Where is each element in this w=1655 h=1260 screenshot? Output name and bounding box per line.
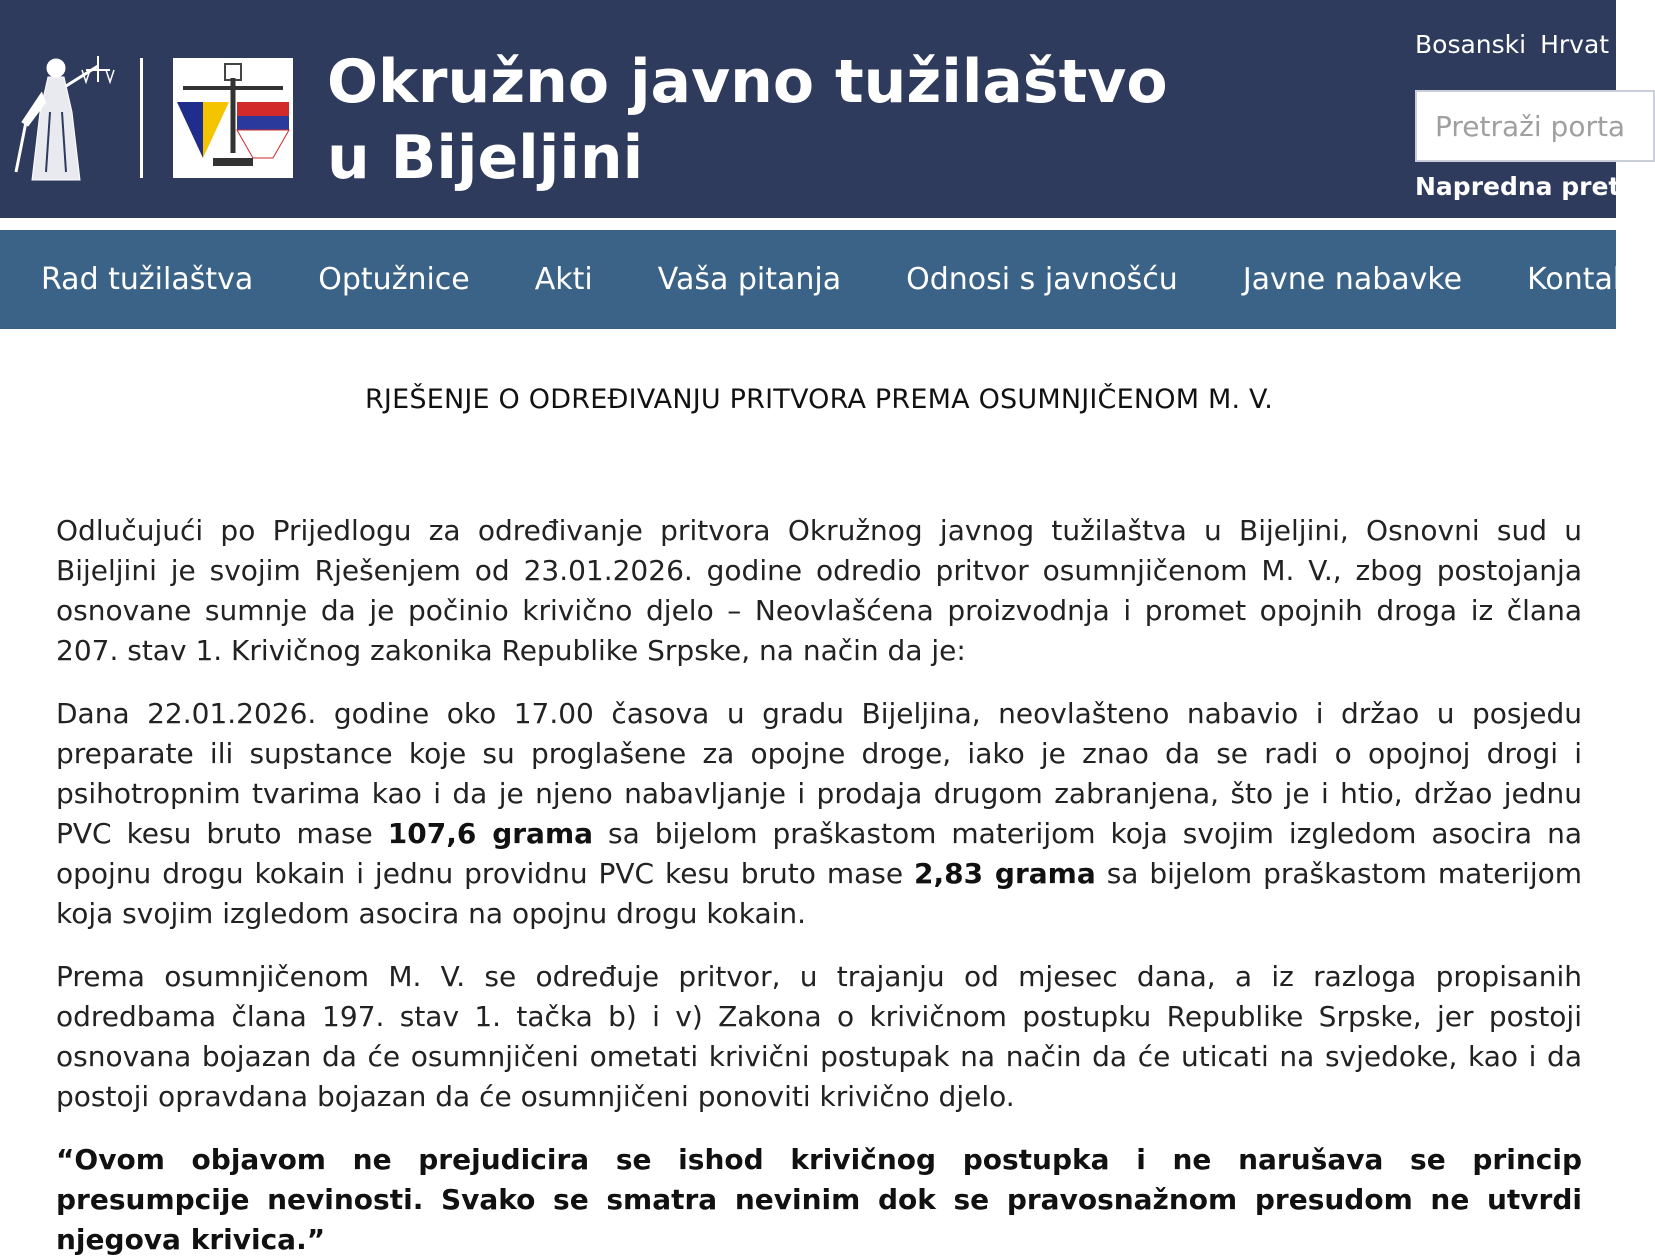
article-paragraph-2	[56, 694, 1582, 934]
nav-item-optuznice[interactable]: Optužnice	[318, 262, 470, 297]
nav-item-kontakt[interactable]: Kontak	[1527, 262, 1631, 297]
weight-2-bold: 2,83 grama	[914, 857, 1096, 890]
article-paragraph-3: Prema osumnjičenom M. V. se određuje pritvor, u trajanju od mjesec dana, a iz razloga propisanih odredbama člana 197. stav 1. tačka b) i v) Zakona o krivičnom postupku Republike Srpske, jer postoji osnovana bojazan da će osumnjičeni ometati krivični postupak na način da će uticati na svjedoke, kao i da postoji opravdana bojazan da će osumnjičeni ponoviti krivično djelo.	[56, 960, 1582, 1113]
language-switcher	[1415, 30, 1623, 59]
lang-hrvatski-link[interactable]: Hrvat	[1540, 30, 1610, 59]
nav-item-javne-nabavke[interactable]: Javne nabavke	[1242, 262, 1463, 297]
site-header	[0, 0, 1621, 223]
main-nav	[0, 230, 1631, 329]
nav-item-odnosi-s-javnoscu[interactable]: Odnosi s javnošću	[906, 262, 1178, 297]
site-title: Okružno javno tužilaštvo u Bijeljini	[327, 47, 1168, 193]
presumption-of-innocence-notice: “Ovom objavom ne prejudicira se ishod krivičnog postupka i ne narušava se princip presumpcije nevinosti. Svako se smatra nevinim dok se pravosnažnom presudom ne utvrdi njegova krivica.”	[56, 1143, 1582, 1256]
header-divider	[140, 58, 143, 178]
article-content	[56, 330, 1582, 1260]
judiciary-emblem-logo[interactable]	[173, 58, 293, 178]
article-title: RJEŠENJE O ODREĐIVANJU PRITVORA PREMA OSUMNJIČENOM M. V.	[364, 384, 1274, 415]
article-paragraph-1: Odlučujući po Prijedlogu za određivanje pritvora Okružnog javnog tužilaštva u Bijeljini, Osnovni sud u Bijeljini je svojim Rješenjem od 23.01.2026. godine odredio pritvor osumnjičenom M. V., zbog postojanja osnovane sumnje da je počinio krivično djelo – Neovlašćena proizvodnja i promet opojnih droga iz člana 207. stav 1. Krivičnog zakonika Republike Srpske, na način da je:	[56, 514, 1582, 667]
lady-justice-logo[interactable]	[6, 52, 116, 184]
advanced-search-link[interactable]: Napredna pret	[1415, 172, 1621, 201]
weight-1-bold: 107,6 grama	[387, 817, 594, 850]
paragraph-2-text-e: sa bijelom praškastom materijom koja svojim izgledom asocira na opojnu drogu kokain.	[56, 857, 1583, 930]
paragraph-2-text-a: Dana 22.01.2026. godine oko 17.00 časova u gradu Bijeljina, neovlašteno nabavio i držao u posjedu preparate ili supstance koje su proglašene za opojne droge, iako je znao da se radi o opojnoj drogi i psihotropnim tvarima kao i da je njeno nabavljanje i prodaja drugom zabranjena, što je i htio, držao jednu PVC kesu bruto mase	[56, 697, 1582, 850]
nav-item-rad-tuzilastva[interactable]: Rad tužilaštva	[41, 262, 254, 297]
nav-item-vasa-pitanja[interactable]: Vaša pitanja	[657, 262, 842, 297]
lang-bosanski-link[interactable]: Bosanski	[1415, 30, 1527, 59]
paragraph-2-text-c: sa bijelom praškastom materijom koja svojim izgledom asocira na opojnu drogu kokain i jednu providnu PVC kesu bruto mase	[56, 817, 1583, 890]
search-input[interactable]	[1415, 90, 1655, 162]
nav-item-akti[interactable]: Akti	[534, 262, 593, 297]
